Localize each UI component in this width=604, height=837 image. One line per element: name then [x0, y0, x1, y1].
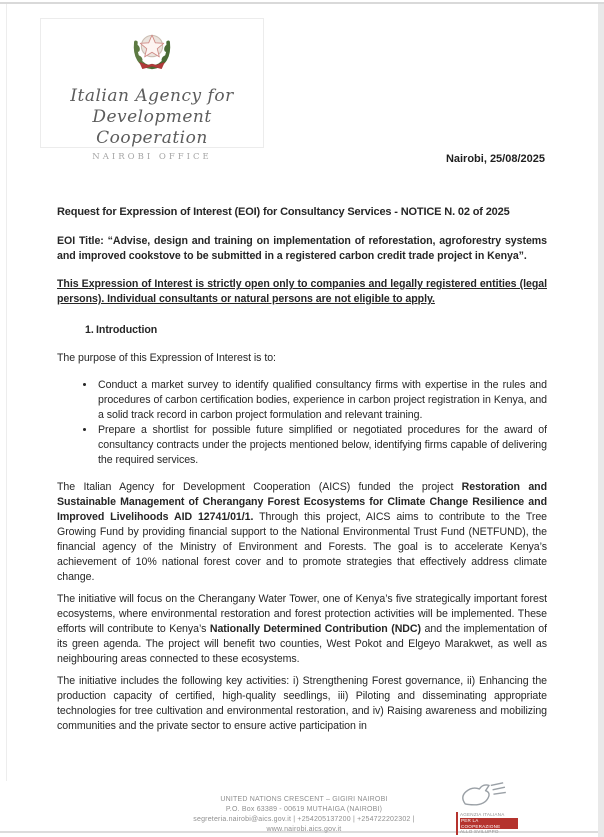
- initiative-focus-paragraph: [57, 592, 547, 667]
- document-body: [57, 205, 547, 763]
- office-label: NAIROBI OFFICE: [92, 152, 212, 162]
- section-1-heading: [57, 323, 547, 338]
- footer-address-line2: P.O. Box 63389 - 00619 MUTHAIGA (NAIROBI): [225, 806, 383, 813]
- aics-wordmark-line2: PER LA COOPERAZIONE: [460, 818, 518, 830]
- footer-address-line1: UNITED NATIONS CRESCENT – GIGIRI NAIROBI: [220, 796, 388, 803]
- footer-contact-block: [158, 795, 450, 835]
- footer-contact-line: segreteria.nairobi@aics.gov.it | +254205137200 | +254722202302 | www.nairobi.aics.gov.it: [193, 816, 415, 833]
- funding-paragraph-project-title: Restoration and Sustainable Management of Cherangany Forest Ecosystems for Climate Change Resilience and Improved Livelihoods AID 12741/01/1.: [57, 481, 547, 523]
- bullet-item-market-survey: • Conduct a market survey to identify qualified consultancy firms with expertise in the rules and procedures of carbon certification bodies, experience in carbon project registration in Kenya, and a solid track record in carbon project formulation and relevant training.: [96, 378, 547, 423]
- funding-paragraph-seg3: Through this project, AICS aims to contribute to the Tree Growing Fund by providing financial support to the National Environmental Trust Fund (NETFUND), the financial agency of the Ministry of Environment and Forests. The goal is to accelerate Kenya’s achievement of 10% national forest cover and to promote strategies that effectively address climate change.: [57, 511, 547, 583]
- italy-republic-emblem-icon: [130, 26, 174, 72]
- date-line: Nairobi, 25/08/2025: [445, 153, 545, 165]
- letterhead: [40, 18, 264, 162]
- bullet-item-shortlist: • Prepare a shortlist for possible future simplified or negotiated procedures for the award of consultancy contracts under the projects mentioned below, identifying firms capable of delivering the required services.: [96, 423, 547, 468]
- initiative-focus-ndc: Nationally Determined Contribution (NDC): [209, 623, 421, 635]
- aics-wordmark: [456, 812, 518, 835]
- funding-paragraph-seg1: The Italian Agency for Development Cooperation (AICS) funded the project: [57, 481, 462, 493]
- aics-dove-icon: [455, 781, 509, 811]
- eoi-title: EOI Title: “Advise, design and training on implementation of reforestation, agroforestry systems and improved cookstove to be submitted in a registered carbon credit trade project in Kenya”.: [57, 235, 547, 262]
- eligibility-notice: This Expression of Interest is strictly open only to companies and legally registered entities (legal persons). Individual consultants or natural persons are not eligible to apply.: [57, 278, 547, 305]
- funding-paragraph: [57, 480, 547, 585]
- aics-footer-logo: [447, 781, 517, 835]
- purpose-line: The purpose of this Expression of Interest is to:: [57, 352, 276, 364]
- section-1-number: 1.: [85, 324, 94, 336]
- agency-name-line2: Development Cooperation: [92, 107, 212, 148]
- section-1-title: Introduction: [96, 324, 158, 336]
- agency-name-line1: Italian Agency for: [70, 86, 234, 106]
- key-activities-paragraph: The initiative includes the following key activities: i) Strengthening Forest governance, ii) Enhancing the production capacity of certified, high-quality seedlings, iii) Piloting and disseminating appropriate technologies for tree cultivation and environmental restoration, and iv) Raising awareness and mobilizing communities and the private sector to ensure active participation in: [57, 675, 547, 732]
- page-edge-top: [0, 2, 604, 4]
- initiative-focus-seg1: The initiative will focus on the Cherangany Water Tower, one of Kenya’s five strategically important forest ecosystems, where environmental restoration and forest protection activities will be implemented. These efforts will contribute to Kenya’s: [57, 593, 547, 635]
- page-footer: [0, 781, 598, 835]
- aics-wordmark-line3: ALLO SVILUPPO: [460, 829, 499, 835]
- page-edge-right: [598, 4, 604, 837]
- purpose-bullet-list: [57, 378, 547, 468]
- page-edge-left: [6, 4, 7, 832]
- notice-heading: Request for Expression of Interest (EOI) for Consultancy Services - NOTICE N. 02 of 2025: [57, 206, 510, 218]
- initiative-focus-seg3: and the implementation of its green agenda. The project will benefit two counties, West Pokot and Elgeyo Marakwet, as well as neighbouring areas connected to these ecosystems.: [57, 623, 547, 665]
- aics-wordmark-line1: AGENZIA ITALIANA: [460, 812, 505, 817]
